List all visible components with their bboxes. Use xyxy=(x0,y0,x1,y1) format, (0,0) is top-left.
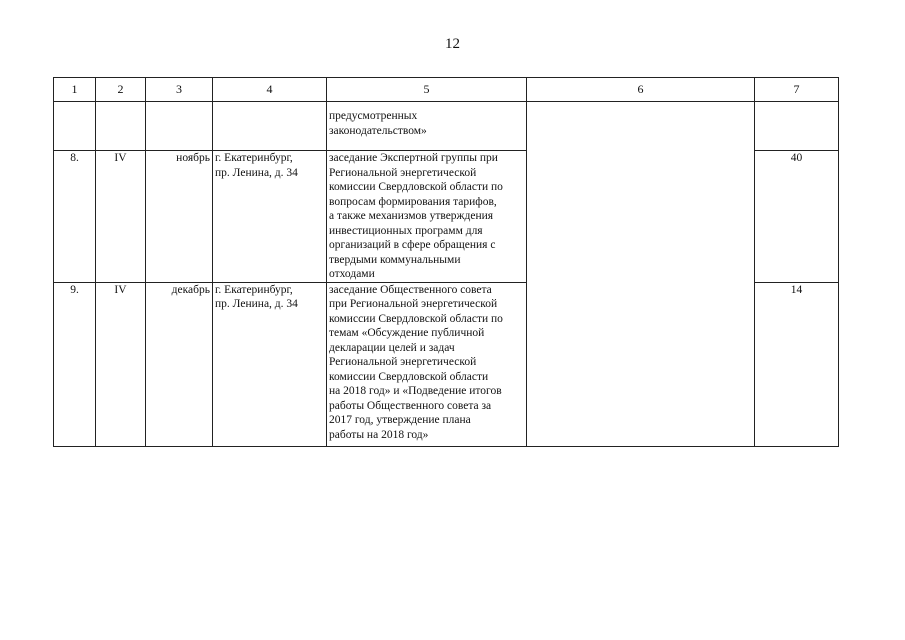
event-line: Региональной энергетической xyxy=(329,356,477,368)
event-line: а также механизмов утверждения xyxy=(329,210,494,222)
event-line: твердыми коммунальными xyxy=(329,253,461,266)
cell-quarter: IV xyxy=(96,282,146,446)
column-header: 3 xyxy=(146,78,213,102)
cell-place xyxy=(213,151,327,283)
cell-participants: 40 xyxy=(755,151,839,283)
cell-place xyxy=(213,102,327,151)
column-header: 5 xyxy=(327,78,527,102)
cell-column-6 xyxy=(527,102,755,447)
event-line: законодательством» xyxy=(329,124,427,137)
event-line: комиссии Свердловской области по xyxy=(329,312,503,325)
event-line: работы на 2018 год» xyxy=(329,428,429,441)
table-header-row xyxy=(54,78,839,102)
column-header: 2 xyxy=(96,78,146,102)
cell-event xyxy=(327,102,527,151)
cell-num: 8. xyxy=(54,151,96,283)
event-line: заседание Общественного совета xyxy=(329,283,492,296)
column-header: 7 xyxy=(755,78,839,102)
event-line: комиссии Свердловской области по xyxy=(329,181,503,193)
event-line: отходами xyxy=(329,268,375,280)
cell-quarter: IV xyxy=(96,151,146,283)
events-table xyxy=(53,77,839,447)
cell-month: ноябрь xyxy=(146,151,213,283)
event-line: комиссии Свердловской области xyxy=(329,370,489,383)
event-line: при Региональной энергетической xyxy=(329,298,498,310)
cell-event xyxy=(327,151,527,283)
cell-month: декабрь xyxy=(146,282,213,446)
page-number: 12 xyxy=(445,36,460,52)
cell-quarter xyxy=(96,102,146,151)
cell-event xyxy=(327,282,527,446)
cell-month xyxy=(146,102,213,151)
event-line: на 2018 год» и «Подведение итогов xyxy=(329,385,502,397)
place-line: пр. Ленина, д. 34 xyxy=(215,298,298,310)
place-line: пр. Ленина, д. 34 xyxy=(215,166,298,179)
cell-participants xyxy=(755,102,839,151)
event-line: темам «Обсуждение публичной xyxy=(329,327,485,339)
cell-num: 9. xyxy=(54,282,96,446)
event-line: Региональной энергетической xyxy=(329,166,477,179)
column-header: 6 xyxy=(527,78,755,102)
event-line: 2017 год, утверждение плана xyxy=(329,414,471,426)
event-line: организаций в сфере обращения с xyxy=(329,239,496,251)
event-line: инвестиционных программ для xyxy=(329,224,483,237)
column-header: 1 xyxy=(54,78,96,102)
place-line: г. Екатеринбург, xyxy=(215,152,293,164)
place-line: г. Екатеринбург, xyxy=(215,283,293,296)
cell-num xyxy=(54,102,96,151)
event-line: заседание Экспертной группы при xyxy=(329,152,498,164)
event-line: вопросам формирования тарифов, xyxy=(329,195,497,208)
cell-participants: 14 xyxy=(755,282,839,446)
table-row-continuation xyxy=(54,102,839,151)
event-line: предусмотренных xyxy=(329,110,418,122)
event-line: декларации целей и задач xyxy=(329,341,455,354)
event-line: работы Общественного совета за xyxy=(329,399,492,412)
cell-place xyxy=(213,282,327,446)
column-header: 4 xyxy=(213,78,327,102)
